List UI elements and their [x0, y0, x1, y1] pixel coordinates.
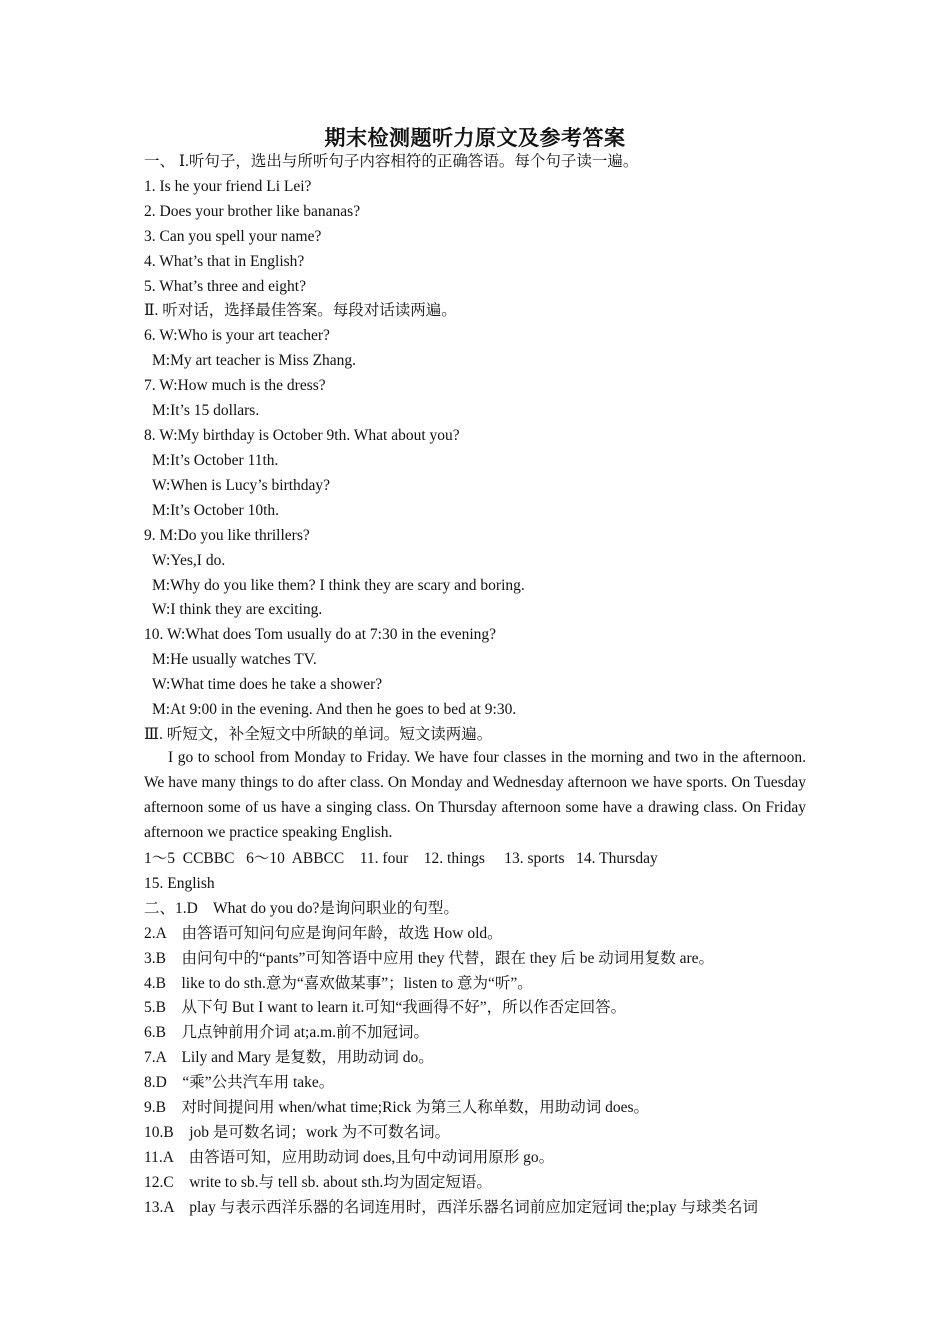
answer-line-7: 5.B 从下句 But I want to learn it.可知“我画得不好”，所以作否定回答。: [144, 999, 627, 1016]
sentence-4: 4. What’s that in English?: [144, 253, 305, 270]
dialogue-7-line-2: M:It’s 15 dollars.: [152, 402, 260, 419]
dialogue-9-line-2: W:Yes,I do.: [152, 552, 226, 569]
dialogue-9-line-3: M:Why do you like them? I think they are scary and boring.: [152, 577, 525, 594]
answer-line-3: 二、1.D What do you do?是询问职业的句型。: [144, 900, 459, 917]
answer-line-2: 15. English: [144, 875, 215, 892]
answer-line-8: 6.B 几点钟前用介词 at;a.m.前不加冠词。: [144, 1024, 430, 1041]
answer-line-14: 12.C write to sb.与 tell sb. about sth.均为固定短语。: [144, 1174, 492, 1191]
dialogue-8-line-3: W:When is Lucy’s birthday?: [152, 477, 331, 494]
sentence-2: 2. Does your brother like bananas?: [144, 203, 361, 220]
section-3-heading: Ⅲ. 听短文，补全短文中所缺的单词。短文读两遍。: [144, 726, 493, 743]
answer-line-4: 2.A 由答语可知问句应是询问年龄，故选 How old。: [144, 925, 503, 942]
dialogue-10-line-2: M:He usually watches TV.: [152, 651, 317, 668]
answer-line-15: 13.A play 与表示西洋乐器的名词连用时，西洋乐器名词前应加定冠词 the;play 与球类名词: [144, 1199, 758, 1216]
answer-line-10: 8.D “乘”公共汽车用 take。: [144, 1074, 335, 1091]
dialogue-6-line-1: 6. W:Who is your art teacher?: [144, 327, 330, 344]
dialogue-9-line-4: W:I think they are exciting.: [152, 601, 323, 618]
dialogue-10-line-1: 10. W:What does Tom usually do at 7:30 in the evening?: [144, 626, 497, 643]
section-1-heading: 一、 Ⅰ.听句子，选出与所听句子内容相符的正确答语。每个句子读一遍。: [144, 153, 639, 170]
document-title: 期末检测题听力原文及参考答案: [324, 126, 626, 150]
answer-line-5: 3.B 由问句中的“pants”可知答语中应用 they 代替，跟在 they 后 be 动词用复数 are。: [144, 950, 714, 967]
answer-line-1: 1～5 CCBBC 6～10 ABBCC 11. four 12. things 13. sports 14. Thursday: [144, 850, 658, 867]
dialogue-10-line-3: W:What time does he take a shower?: [152, 676, 383, 693]
dialogue-8-line-4: M:It’s October 10th.: [152, 502, 279, 519]
dialogue-8-line-2: M:It’s October 11th.: [152, 452, 279, 469]
answer-line-11: 9.B 对时间提问用 when/what time;Rick 为第三人称单数，用助动词 does。: [144, 1099, 650, 1116]
sentence-1: 1. Is he your friend Li Lei?: [144, 178, 312, 195]
sentence-3: 3. Can you spell your name?: [144, 228, 322, 245]
answer-line-6: 4.B like to do sth.意为“喜欢做某事”；listen to 意为“听”。: [144, 975, 533, 992]
answer-line-13: 11.A 由答语可知，应用助动词 does,且句中动词用原形 go。: [144, 1149, 555, 1166]
dialogue-10-line-4: M:At 9:00 in the evening. And then he goes to bed at 9:30.: [152, 701, 517, 718]
dialogue-6-line-2: M:My art teacher is Miss Zhang.: [152, 352, 357, 369]
section-2-heading: Ⅱ. 听对话，选择最佳答案。每段对话读两遍。: [144, 302, 457, 319]
sentence-5: 5. What’s three and eight?: [144, 278, 306, 295]
dialogue-7-line-1: 7. W:How much is the dress?: [144, 377, 326, 394]
answer-line-12: 10.B job 是可数名词；work 为不可数名词。: [144, 1124, 451, 1141]
dialogue-8-line-1: 8. W:My birthday is October 9th. What about you?: [144, 427, 460, 444]
dialogue-9-line-1: 9. M:Do you like thrillers?: [144, 527, 310, 544]
listening-passage: I go to school from Monday to Friday. We have four classes in the morning and two in the afternoon. We have many things to do after class. On Monday and Wednesday afternoon we have sports. On Tuesday afternoon some of us have a singing class. On Thursday afternoon some have a drawing class. On Friday afternoon we practice speaking English.: [144, 749, 806, 841]
answer-line-9: 7.A Lily and Mary 是复数，用助动词 do。: [144, 1049, 434, 1066]
